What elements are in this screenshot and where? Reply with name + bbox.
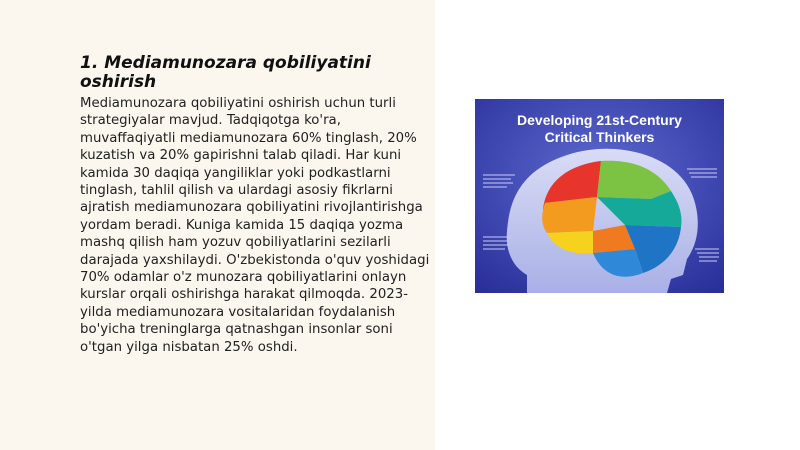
- critical-thinkers-image: [475, 99, 724, 293]
- body-paragraph: Mediamunozara qobiliyatini oshirish uchun turli strategiyalar mavjud. Tadqiqotga ko'ra, muvaffaqiyatli mediamunozara 60% tinglash, 20% kuzatish va 20% gapirishni talab qiladi. Har kuni kamida 30 daqiqa yangiliklar yoki podkastlarni tinglash, tahlil qilish va ulardagi asosiy fikrlarni ajratish mediamunozara qobiliyatini rivojlantirishga yordam beradi. Kuniga kamida 15 daqiqa yozma mashq qilish ham yozuv qobiliyatlarini sezilarli darajada yaxshilaydi. O'zbekistonda o'quv yoshidagi 70% odamlar o'z munozara qobiliyatlarini onlayn kurslar orqali oshirishga harakat qilmoqda. 2023-yilda mediamunozara vositalaridan foydalanish bo'yicha treninglarga qatnashgan insonlar soni o'tgan yilga nisbatan 25% oshdi.: [80, 96, 430, 355]
- critical-thinkers-figure: [475, 99, 724, 293]
- segment-problem-solving: [542, 197, 597, 233]
- section-heading: 1. Mediamunozara qobiliyatini oshirish: [80, 53, 371, 92]
- image-title-line2: Critical Thinkers: [544, 129, 655, 145]
- image-title-line1: Developing 21st-Century: [517, 112, 682, 128]
